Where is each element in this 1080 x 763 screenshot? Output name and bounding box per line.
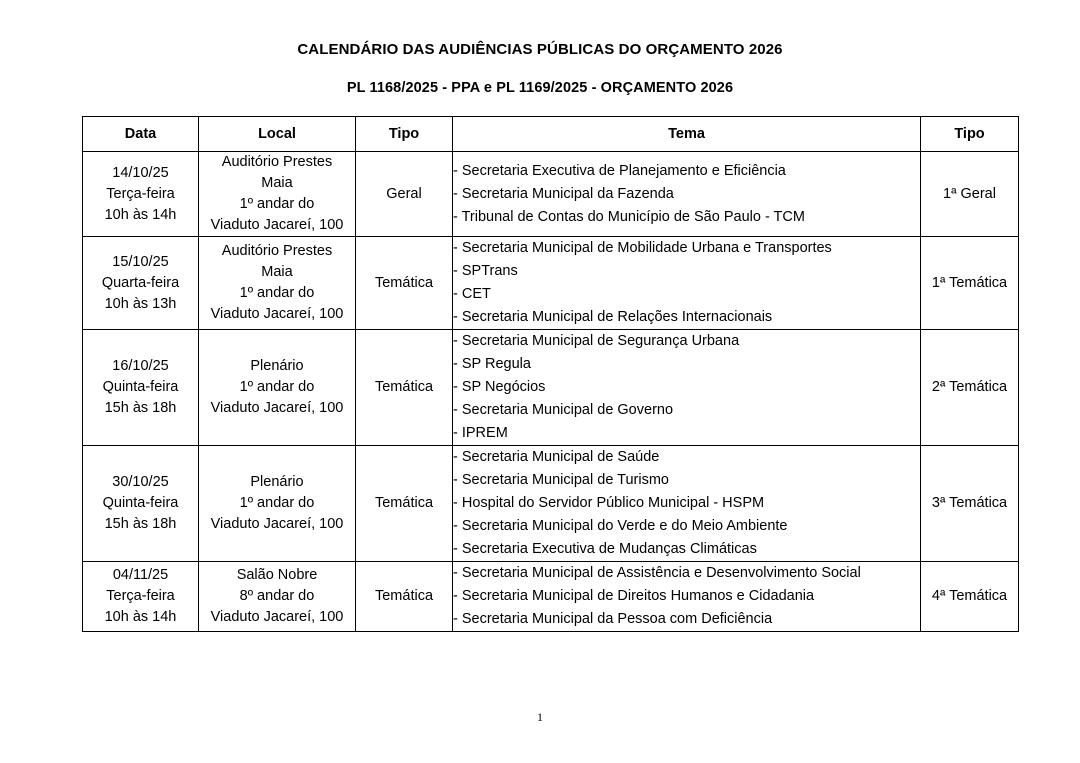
cell-date: [83, 446, 199, 562]
cell-date-line: Terça-feira: [106, 185, 175, 202]
cell-location-line: Viaduto Jacareí, 100: [210, 400, 344, 416]
cell-location-line: Maia: [261, 175, 293, 191]
cell-location: [199, 446, 356, 562]
cell-date-line: 10h às 14h: [104, 609, 177, 625]
cell-location: [199, 152, 356, 237]
cell-location-line: Salão Nobre: [236, 567, 318, 583]
cell-theme-line: - Secretaria Municipal de Relações Internacionais: [453, 309, 773, 325]
cell-date-line: 10h às 14h: [104, 206, 177, 223]
cell-theme-line: - Secretaria Municipal de Mobilidade Urbana e Transportes: [453, 240, 832, 256]
cell-location-line: 1º andar do: [239, 495, 315, 511]
cell-location-line: Auditório Prestes: [221, 154, 333, 170]
cell-location-line: Plenário: [250, 358, 304, 374]
cell-date-line: 15/10/25: [112, 253, 169, 270]
document-title: CALENDÁRIO DAS AUDIÊNCIAS PÚBLICAS DO ORÇAMENTO 2026: [297, 41, 783, 58]
cell-type: Temática: [356, 446, 453, 562]
table-body: [83, 152, 1019, 632]
cell-location-line: Auditório Prestes: [221, 243, 333, 259]
table-row: [83, 446, 1019, 562]
cell-date: [83, 562, 199, 632]
cell-theme: [453, 446, 921, 562]
cell-theme-line: - Secretaria Municipal da Fazenda: [453, 185, 674, 202]
table-row: [83, 152, 1019, 237]
title-block: [0, 0, 1080, 97]
page-number: 1: [537, 710, 543, 724]
cell-order: 1ª Geral: [921, 152, 1019, 237]
cell-order: 3ª Temática: [921, 446, 1019, 562]
cell-date: [83, 237, 199, 330]
cell-theme-line: - Secretaria Municipal de Segurança Urbana: [453, 333, 740, 349]
cell-date-line: 16/10/25: [112, 358, 169, 374]
cell-location: [199, 237, 356, 330]
cell-date-line: Quarta-feira: [101, 274, 180, 291]
cell-theme-line: - Secretaria Executiva de Mudanças Climáticas: [453, 541, 757, 557]
cell-theme-line: - Secretaria Municipal do Verde e do Meio Ambiente: [453, 518, 788, 534]
cell-location-line: Viaduto Jacareí, 100: [210, 516, 344, 532]
table-row: [83, 237, 1019, 330]
cell-location-line: Viaduto Jacareí, 100: [210, 609, 344, 625]
cell-theme-line: - Secretaria Municipal de Assistência e Desenvolvimento Social: [453, 565, 861, 581]
cell-theme: [453, 562, 921, 632]
cell-date-line: Terça-feira: [106, 588, 175, 604]
table-header: [83, 117, 1019, 152]
cell-date-line: 04/11/25: [112, 567, 169, 583]
column-header-local: Local: [199, 117, 356, 152]
cell-type: Temática: [356, 237, 453, 330]
cell-theme-line: - Secretaria Municipal de Turismo: [453, 472, 669, 488]
cell-location-line: Viaduto Jacareí, 100: [210, 217, 344, 233]
cell-theme-line: - Secretaria Municipal de Governo: [453, 402, 674, 418]
cell-theme-line: - SPTrans: [453, 263, 518, 279]
cell-theme: [453, 237, 921, 330]
table-row: [83, 562, 1019, 632]
cell-order: 1ª Temática: [921, 237, 1019, 330]
cell-order: 2ª Temática: [921, 330, 1019, 446]
cell-location-line: 1º andar do: [239, 379, 315, 395]
cell-location-line: 1º andar do: [239, 285, 315, 301]
schedule-table-wrapper: [82, 116, 1018, 632]
schedule-table: [82, 116, 1019, 632]
cell-theme-line: - Tribunal de Contas do Município de São Paulo - TCM: [453, 208, 805, 225]
cell-theme-line: - Hospital do Servidor Público Municipal - HSPM: [453, 495, 765, 511]
table-header-row: [83, 117, 1019, 152]
cell-date: [83, 152, 199, 237]
cell-date-line: 15h às 18h: [104, 516, 177, 532]
cell-location-line: Plenário: [250, 474, 304, 490]
cell-type: Temática: [356, 562, 453, 632]
cell-theme: [453, 330, 921, 446]
column-header-tipo: Tipo: [356, 117, 453, 152]
document-subtitle: PL 1168/2025 - PPA e PL 1169/2025 - ORÇAMENTO 2026: [346, 80, 734, 96]
column-header-tema: Tema: [453, 117, 921, 152]
cell-order: 4ª Temática: [921, 562, 1019, 632]
cell-date: [83, 330, 199, 446]
cell-theme-line: - SP Regula: [453, 356, 531, 372]
column-header-ordem: Tipo: [921, 117, 1019, 152]
cell-theme-line: - Secretaria Executiva de Planejamento e Eficiência: [453, 162, 786, 179]
cell-location-line: Viaduto Jacareí, 100: [210, 306, 344, 322]
cell-location-line: Maia: [261, 264, 293, 280]
cell-date-line: Quinta-feira: [102, 379, 179, 395]
cell-date-line: 30/10/25: [112, 474, 169, 490]
cell-theme-line: - IPREM: [453, 425, 508, 441]
cell-type: Temática: [356, 330, 453, 446]
cell-type: Geral: [356, 152, 453, 237]
cell-location: [199, 562, 356, 632]
cell-theme-line: - SP Negócios: [453, 379, 546, 395]
cell-theme: [453, 152, 921, 237]
cell-location: [199, 330, 356, 446]
cell-date-line: 14/10/25: [112, 164, 169, 181]
cell-date-line: 15h às 18h: [104, 400, 177, 416]
cell-theme-line: - Secretaria Municipal de Saúde: [453, 449, 660, 465]
table-row: [83, 330, 1019, 446]
cell-date-line: Quinta-feira: [102, 495, 179, 511]
cell-theme-line: - CET: [453, 286, 491, 302]
cell-location-line: 1º andar do: [239, 196, 315, 212]
cell-location-line: 8º andar do: [239, 588, 315, 604]
cell-date-line: 10h às 13h: [104, 295, 177, 312]
column-header-data: Data: [83, 117, 199, 152]
cell-theme-line: - Secretaria Municipal de Direitos Humanos e Cidadania: [453, 588, 815, 604]
cell-theme-line: - Secretaria Municipal da Pessoa com Deficiência: [453, 611, 773, 627]
